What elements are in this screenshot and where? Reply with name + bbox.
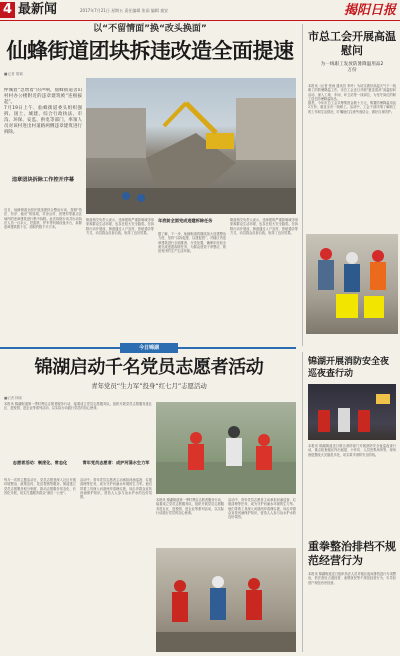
- col1-subhead: 志愿者活动：制度化、常态化: [12, 460, 68, 465]
- lead-body-d: 街道相关负责人表示，违章建筑严重影响城市形象和群众生活环境，也存在较大安全隐患。在拆除行动开展前，街道通过入户宣传、张贴通告等方式，动员群众自拆自改，取得了良好效果。: [230, 218, 298, 235]
- sidebar-body: 本报讯（记者 张雨 通讯员 李玲）为切实做好高温天气下一线职工的防暑降温工作，市总工会近日开展“夏送清凉”高温慰问活动，深入工地、车间、环卫站等一线岗位，为坚守岗位的职工送去防暑降温用品。 据悉，今年市总工会共筹集资金数十万元，购置防暑降温用品2万份，惠及全市一线职工。活动中，工会干部详细了解职工的工作和生活情况，叮嘱他们注意劳逸结合，做好自身防护。: [308, 84, 396, 114]
- section-title: 最新闻: [18, 2, 58, 17]
- sidebar-headline: 市总工会开展高温慰问: [308, 30, 396, 57]
- volunteer-scene-1: [156, 402, 296, 494]
- feature-body-right: 本报讯 锦湖街道第一季时贤启志愿者服务行动，接着成立党员志愿服务队，组织开展党员志愿服务进社区、进校园、进企业等系列活动，以实际行动践行党员的初心使命。: [156, 498, 224, 515]
- dateline: 2017年7月21日 星期五 责任编辑 张雨 编辑 童安: [80, 8, 169, 13]
- column-divider: [302, 24, 303, 346]
- side-news-2-body: 本报讯 锦湖街道近日组织执法人员对辖区夜间排档进行专项整治，依法查处占道经营、油烟扰民等不规范经营行为，引导经营户规范有序经营。: [308, 572, 396, 585]
- lead-kicker: 以“不留情面”换“改头换面”: [93, 24, 207, 34]
- feature-intro: 本报讯 锦湖街道第一季时贤启志愿者服务行动，接着成立党员志愿服务队，组织开展党员志愿服务进社区、进校园、进企业等系列活动，以实际行动践行党员的初心使命。: [4, 402, 152, 411]
- feature-byline: ■记者 林晓: [4, 396, 22, 400]
- masthead-rule: [0, 20, 400, 21]
- lead-body-c: 据了解，下一步，仙蜂街道将继续加大违建整治力度，坚持“以拆促建、以建促管”，对辖区内违章建筑进行全面排查、分类处置，确保年底前全面完成违建拆除任务，为群众营造干净整洁、规范有序的生产生活环境。: [158, 232, 226, 254]
- side-news-1-headline: 锦湖开展消防安全夜巡夜查行动: [308, 357, 390, 379]
- volunteer-photo-2: [156, 548, 296, 652]
- lead-subhead: 违章团块拆除工作控开序幕: [11, 177, 75, 183]
- feature-headline: 锦湖启动千名党员志愿者活动: [34, 357, 264, 378]
- feature-banner: 今日锦湖: [120, 343, 178, 353]
- page-number: 4: [0, 2, 15, 18]
- col2-subhead: 青年党员志愿者：成护河涌水生力军: [82, 460, 150, 465]
- lead-subhead-2: 年底前全面完成违建拆除任务: [158, 218, 213, 223]
- heat-relief-scene: [306, 234, 398, 334]
- feature-subheadline: 青年党员“生力军”投身“红七月”志愿活动: [91, 382, 207, 390]
- demolition-scene: [86, 78, 296, 214]
- lead-body-b: 街道相关负责人表示，违章建筑严重影响城市形象和群众生活环境，也存在较大安全隐患。在拆除行动开展前，街道通过入户宣传、张贴通告等方式，动员群众自拆自改，取得了良好效果。: [86, 218, 154, 235]
- brand-logo: 揭阳日报: [343, 3, 396, 18]
- lead-headline: 仙蜂街道团块拆违改造全面提速: [6, 39, 294, 63]
- sidebar-subheadline: 为一线职工发放防暑降温用品2万份: [320, 62, 384, 73]
- fire-safety-photo: [308, 384, 396, 440]
- col2-body: 活动中，青年党员志愿者主动承担河涌巡查、垃圾清理等任务，成为守护河涌水环境的生力军。他们带着工具深入河道两岸清理垃圾，向沿岸群众宣传河涌保护知识，营造人人参与治水护水的良好氛围。: [80, 478, 152, 500]
- col1-body: 每月一次的主题活动日，党员志愿者深入社区开展环境整治、政策宣传、扶贫帮困等服务。街道建立党员志愿服务积分制度，推动志愿服务常态化、长效化开展，切实打通服务群众“最后一公里”。: [4, 478, 76, 495]
- lead-byline: ■记者 胡颖: [4, 72, 23, 76]
- volunteer-scene-2: [156, 548, 296, 652]
- masthead: [0, 0, 400, 20]
- demolition-photo: [86, 78, 296, 214]
- lead-body-a: 近日，仙蜂街道全面开展违建综合整治行动，按照“依法、有序、稳妥”的原则，对舍山村、营贤村等重点区域内的违章建筑进行集中拆除。此次拆除行动共出动执法人员一百余人，挖掘机、铲车等机械设备多台，拆除违章建筑数十宗，面积约数千平方米。: [4, 208, 82, 230]
- heat-relief-photo: [306, 234, 398, 334]
- volunteer-photo-1: [156, 402, 296, 494]
- feature-body-right-2: 活动中，青年党员志愿者主动承担河涌巡查、垃圾清理等任务，成为守护河涌水环境的生力军。他们带着工具深入河道两岸清理垃圾，向沿岸群众宣传河涌保护知识，营造人人参与治水护水的良好氛围。: [228, 498, 296, 520]
- side-news-2-headline: 重拳整治排档不规范经营行为: [308, 540, 396, 567]
- fire-safety-scene: [308, 384, 396, 440]
- lower-divider: [302, 352, 303, 652]
- side-news-1-body: 本报讯 锦湖街道近日联合消防部门开展消防安全夜巡夜查行动，重点检查辖区内出租屋、小作坊、人员密集场所等，现场督促整改火灾隐患多处，切实筑牢消防安全防线。: [308, 444, 396, 457]
- lead-intro: 仲城着“急增着”的声响，仙蜂街道舍山村村办公楼附近的违章建筑被“连根拔起”。 7月19日上午，仙蜂街道委头组织强拆、国土、城建、综合行政执法、市沟、环保、安监、供电等部门，率领人员对该村进出村道路两侧违章建筑进行拆除。: [4, 88, 82, 135]
